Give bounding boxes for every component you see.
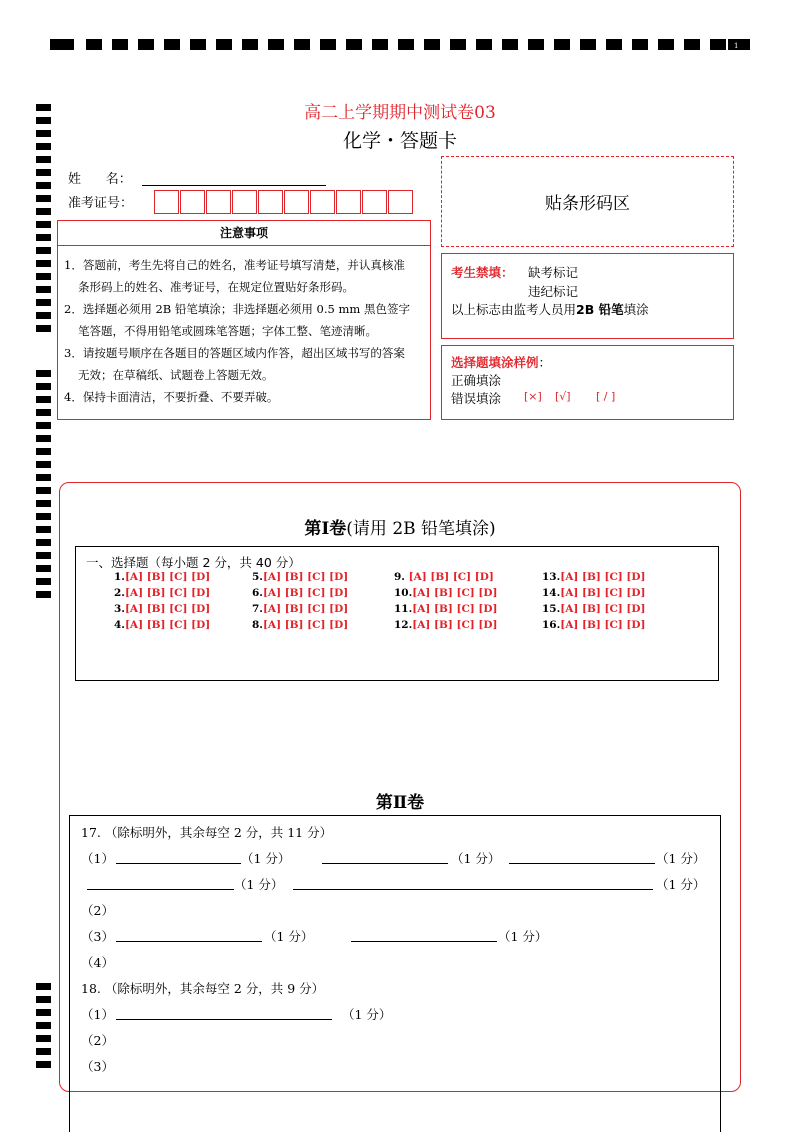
q17-blank[interactable] (293, 888, 653, 890)
part2-title: 第Ⅱ卷 (375, 793, 425, 813)
timing-mark (320, 39, 336, 50)
question-number: 15. (542, 603, 561, 615)
forbidden-box (441, 253, 734, 339)
forbidden-note-suffix: 填涂 (623, 302, 649, 317)
choice-question[interactable] (114, 603, 210, 615)
timing-mark (476, 39, 492, 50)
timing-mark (398, 39, 414, 50)
answer-options[interactable]: [A] [B] [C] [D] (412, 587, 498, 599)
answer-options[interactable]: [A] [B] [C] [D] (560, 619, 646, 631)
notice-item: 3．请按题号顺序在各题目的答题区域内作答，超出区域书写的答案 (64, 346, 405, 360)
q18-blank[interactable] (116, 1018, 332, 1020)
violation-mark[interactable]: 违纪标记 (528, 284, 579, 299)
choice-question[interactable] (394, 587, 497, 599)
answer-options[interactable]: [A] [B] [C] [D] (262, 603, 349, 615)
wrong-mark-check: [√] (555, 390, 571, 403)
question-number: 3. (114, 603, 125, 615)
q17-sub2-label: （2） (81, 903, 114, 918)
choice-question[interactable] (394, 603, 497, 615)
part1-title (0, 514, 800, 539)
q18-sub3-label: （3） (81, 1059, 114, 1074)
question-number: 10. (394, 587, 413, 599)
part1-title-rest: (请用 2B 铅笔填涂) (346, 519, 496, 539)
question-number: 5. (252, 571, 263, 583)
timing-mark (606, 39, 622, 50)
question-number: 9. (394, 571, 409, 583)
correct-fill-label: 正确填涂 (451, 373, 502, 388)
timing-mark (372, 39, 388, 50)
wrong-fill-label: 错误填涂 (451, 391, 502, 406)
notice-title: 注意事项 (58, 221, 430, 246)
timing-mark (684, 39, 700, 50)
notice-item: 4．保持卡面清洁，不要折叠、不要弄破。 (64, 390, 279, 404)
forbidden-note (451, 300, 649, 318)
fill-example-box (441, 345, 734, 420)
q17-sub4-label: （4） (81, 955, 114, 970)
fill-example-title: 选择题填涂样例 (451, 355, 539, 370)
timing-mark (216, 39, 232, 50)
choice-question[interactable] (542, 571, 645, 583)
timing-mark (294, 39, 310, 50)
forbidden-note-prefix: 以上标志由监考人员用 (451, 302, 577, 317)
notice-item: 无效；在草稿纸、试题卷上答题无效。 (78, 368, 274, 382)
wrong-mark-slash: [ / ] (596, 390, 616, 403)
q18-sub2-label: （2） (81, 1033, 114, 1048)
answer-options[interactable]: [A] [B] [C] [D] (262, 587, 349, 599)
timing-mark (112, 39, 128, 50)
choice-question[interactable] (114, 571, 210, 583)
question-number: 16. (542, 619, 561, 631)
timing-mark (86, 39, 102, 50)
timing-mark (242, 39, 258, 50)
notice-box (57, 220, 431, 420)
notice-item: 1．答题前，考生先将自己的姓名，准考证号填写清楚，并认真核准 (64, 258, 405, 272)
forbidden-label: 考生禁填： (451, 265, 514, 280)
question-number: 12. (394, 619, 413, 631)
q17-point-note: （1 分） (656, 851, 706, 866)
question-number: 8. (252, 619, 263, 631)
choice-question[interactable] (252, 619, 348, 631)
q17-point-note: （1 分） (234, 877, 284, 892)
answer-options[interactable]: [A] [B] [C] [D] (262, 619, 349, 631)
choice-question[interactable] (542, 603, 645, 615)
q17-point-note: （1 分） (656, 877, 706, 892)
fill-example-heading (451, 353, 551, 371)
q17-point-note: （1 分） (451, 851, 501, 866)
answer-options[interactable]: [A] [B] [C] [D] (124, 587, 211, 599)
timing-mark (164, 39, 180, 50)
name-label: 姓 名： (68, 172, 132, 187)
answer-options[interactable]: [A] [B] [C] [D] (560, 571, 646, 583)
question-number: 1. (114, 571, 125, 583)
choice-question[interactable] (542, 587, 645, 599)
q17-blank[interactable] (116, 940, 262, 942)
answer-options[interactable]: [A] [B] [C] [D] (124, 571, 211, 583)
choice-question[interactable] (542, 619, 645, 631)
notice-item: 2．选择题必须用 2B 铅笔填涂；非选择题必须用 0.5 mm 黑色签字 (64, 302, 410, 316)
timing-mark (138, 39, 154, 50)
choice-question[interactable] (394, 571, 494, 583)
timing-mark (268, 39, 284, 50)
question-number: 6. (252, 587, 263, 599)
wrong-mark-x: [×] (524, 390, 542, 403)
q18-sub1-label: （1） (81, 1007, 114, 1022)
question-number: 14. (542, 587, 561, 599)
answer-options[interactable]: [A] [B] [C] [D] (262, 571, 349, 583)
forbidden-note-bold: 2B 铅笔 (576, 302, 624, 317)
q17-point-note: （1 分） (264, 929, 314, 944)
q17-point-note: （1 分） (241, 851, 291, 866)
timing-mark (450, 39, 466, 50)
q17-header: 17. （除标明外，其余每空 2 分，共 11 分） (81, 825, 333, 840)
name-field[interactable] (142, 184, 326, 186)
answer-options[interactable]: [A] [B] [C] [D] (560, 587, 646, 599)
answer-options[interactable]: [A] [B] [C] [D] (412, 619, 498, 631)
answer-options[interactable]: [A] [B] [C] [D] (560, 603, 646, 615)
timing-mark (424, 39, 440, 50)
exam-subtitle: 化学・答题卡 (342, 130, 457, 152)
notice-list (64, 254, 426, 408)
timing-mark (728, 39, 750, 50)
q17-blank[interactable] (116, 862, 241, 864)
page-number: 1 (734, 42, 739, 50)
q18-header: 18. （除标明外，其余每空 2 分，共 9 分） (81, 981, 325, 996)
timing-mark (528, 39, 544, 50)
question-number: 11. (394, 603, 413, 615)
barcode-area-label: 贴条形码区 (545, 194, 630, 214)
notice-item: 条形码上的姓名、准考证号，在规定位置贴好条形码。 (78, 280, 354, 294)
part1-title-bold: 第Ⅰ卷 (304, 519, 347, 539)
q18-point-note: （1 分） (342, 1007, 392, 1022)
q17-blank[interactable] (322, 862, 448, 864)
q17-sub1-label: （1） (81, 851, 114, 866)
choice-question[interactable] (114, 587, 210, 599)
timing-mark (554, 39, 570, 50)
question-number: 2. (114, 587, 125, 599)
timing-mark (658, 39, 674, 50)
timing-mark (710, 39, 726, 50)
choice-question[interactable] (252, 587, 348, 599)
choice-question[interactable] (394, 619, 497, 631)
absent-mark[interactable]: 缺考标记 (528, 265, 579, 280)
q17-point-note: （1 分） (498, 929, 548, 944)
timing-mark (50, 39, 74, 50)
timing-mark (346, 39, 362, 50)
exam-title: 高二上学期期中测试卷03 (304, 103, 496, 123)
q17-blank[interactable] (509, 862, 655, 864)
answer-options[interactable]: [A] [B] [C] [D] (124, 603, 211, 615)
question-number: 4. (114, 619, 125, 631)
choice-question[interactable] (252, 603, 348, 615)
question-number: 13. (542, 571, 561, 583)
exam-id-label: 准考证号： (68, 196, 134, 211)
timing-mark (502, 39, 518, 50)
choice-section-label: 一、选择题（每小题 2 分，共 40 分） (86, 555, 301, 570)
notice-item: 笔答题，不得用铅笔或圆珠笔答题；字体工整、笔迹清晰。 (78, 324, 377, 338)
q17-blank[interactable] (351, 940, 497, 942)
choice-question[interactable] (114, 619, 210, 631)
fill-example-colon: ： (538, 355, 552, 370)
timing-mark (580, 39, 596, 50)
timing-mark (632, 39, 648, 50)
q17-blank[interactable] (87, 888, 234, 890)
timing-mark (190, 39, 206, 50)
answer-options[interactable]: [A] [B] [C] [D] (124, 619, 211, 631)
choice-question[interactable] (252, 571, 348, 583)
answer-options[interactable]: [A] [B] [C] [D] (412, 603, 498, 615)
barcode-area (441, 156, 734, 247)
question-number: 7. (252, 603, 263, 615)
q17-sub3-label: （3） (81, 929, 114, 944)
answer-options[interactable]: [A] [B] [C] [D] (408, 571, 494, 583)
